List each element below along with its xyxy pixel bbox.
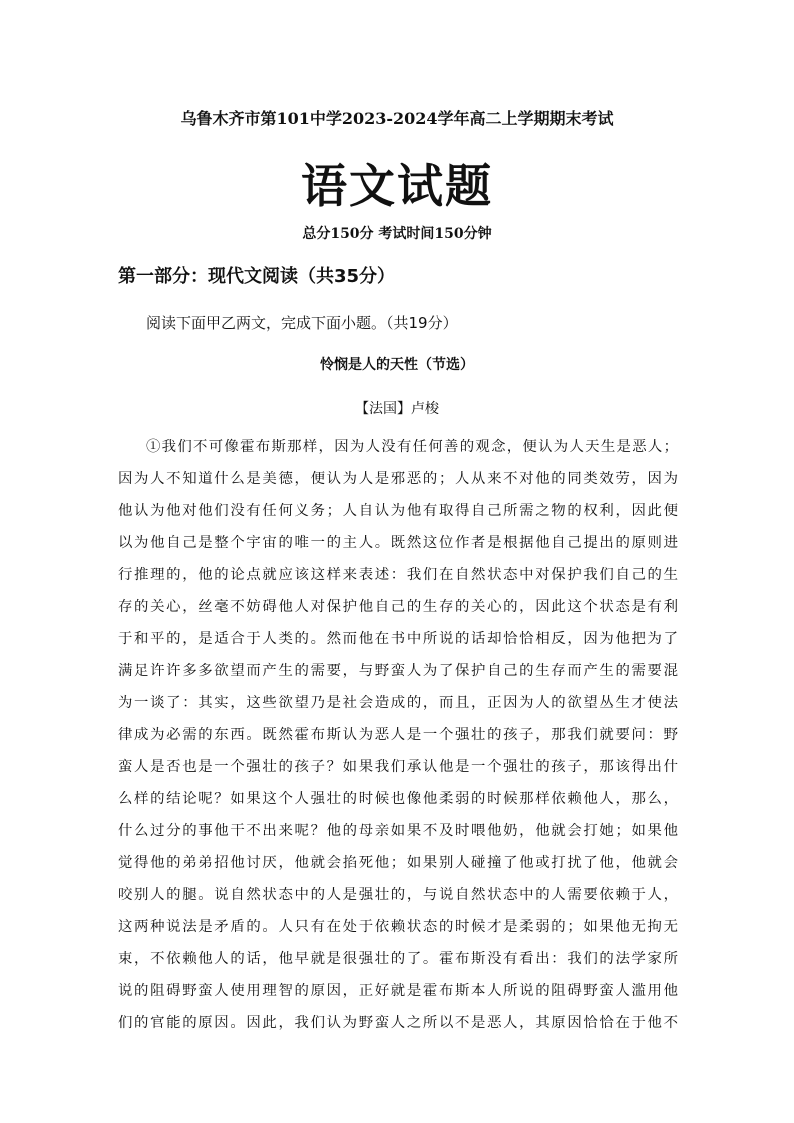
passage-title: 怜悯是人的天性（节选）	[320, 357, 474, 373]
passage-line: 存的关心，丝毫不妨碍他人对保护他自己的生存的关心的，因此这个状态是有利	[118, 599, 678, 615]
passage-line: 行推理的，他的论点就应该这样来表述：我们在自然状态中对保护我们自己的生	[118, 567, 678, 583]
passage-line: 为一谈了：其实，这些欲望乃是社会造成的，而且，正因为人的欲望丛生才使法	[118, 695, 678, 711]
passage-line: 满足许许多多欲望而产生的需要，与野蛮人为了保护自己的生存而产生的需要混	[118, 663, 678, 679]
passage-line: 因为人不知道什么是美德，便认为人是邪恶的；人从来不对他的同类效劳，因为	[118, 471, 678, 487]
passage-line: 蛮人是否也是一个强壮的孩子？如果我们承认他是一个强壮的孩子，那该得出什	[118, 759, 678, 775]
passage-line: 们的官能的原因。因此，我们认为野蛮人之所以不是恶人，其原因恰恰在于他不	[118, 1015, 678, 1031]
passage-line: 咬别人的腿。说自然状态中的人是强壮的，与说自然状态中的人需要依赖于人，	[118, 887, 678, 903]
section-heading: 第一部分：现代文阅读（共35分）	[118, 266, 396, 287]
passage-line: 觉得他的弟弟招他讨厌，他就会掐死他；如果别人碰撞了他或打扰了他，他就会	[118, 855, 678, 871]
passage-line: 这两种说法是矛盾的。人只有在处于依赖状态的时候才是柔弱的；如果他无拘无	[118, 919, 678, 935]
passage-line: 他认为他对他们没有任何义务；人自认为他有取得自己所需之物的权利，因此便	[118, 503, 678, 519]
passage-line: 于和平的，是适合于人类的。然而他在书中所说的话却恰恰相反，因为他把为了	[118, 631, 678, 647]
school-exam-title: 乌鲁木齐市第101中学2023-2024学年高二上学期期末考试	[180, 109, 614, 128]
section-instruction: 阅读下面甲乙两文，完成下面小题。（共19分）	[146, 314, 458, 332]
passage-line: 说的阻碍野蛮人使用理智的原因，正好就是霍布斯本人所说的阻碍野蛮人滥用他	[118, 983, 678, 999]
exam-meta: 总分150分 考试时间150分钟	[302, 226, 492, 242]
passage-line: 什么过分的事他干不出来呢？他的母亲如果不及时喂他奶，他就会打她；如果他	[118, 823, 678, 839]
passage-line: 么样的结论呢？如果这个人强壮的时候也像他柔弱的时候那样依赖他人，那么，	[118, 791, 678, 807]
subject-title: 语文试题	[301, 159, 493, 213]
passage-line: ①我们不可像霍布斯那样，因为人没有任何善的观念，便认为人天生是恶人；	[146, 439, 678, 455]
passage-line: 束，不依赖他人的话，他早就是很强壮的了。霍布斯没有看出：我们的法学家所	[118, 951, 678, 967]
passage-author: 【法国】卢梭	[355, 401, 439, 417]
passage-line: 律成为必需的东西。既然霍布斯认为恶人是一个强壮的孩子，那我们就要问：野	[118, 727, 678, 743]
passage-line: 以为他自己是整个宇宙的唯一的主人。既然这位作者是根据他自己提出的原则进	[118, 535, 678, 551]
